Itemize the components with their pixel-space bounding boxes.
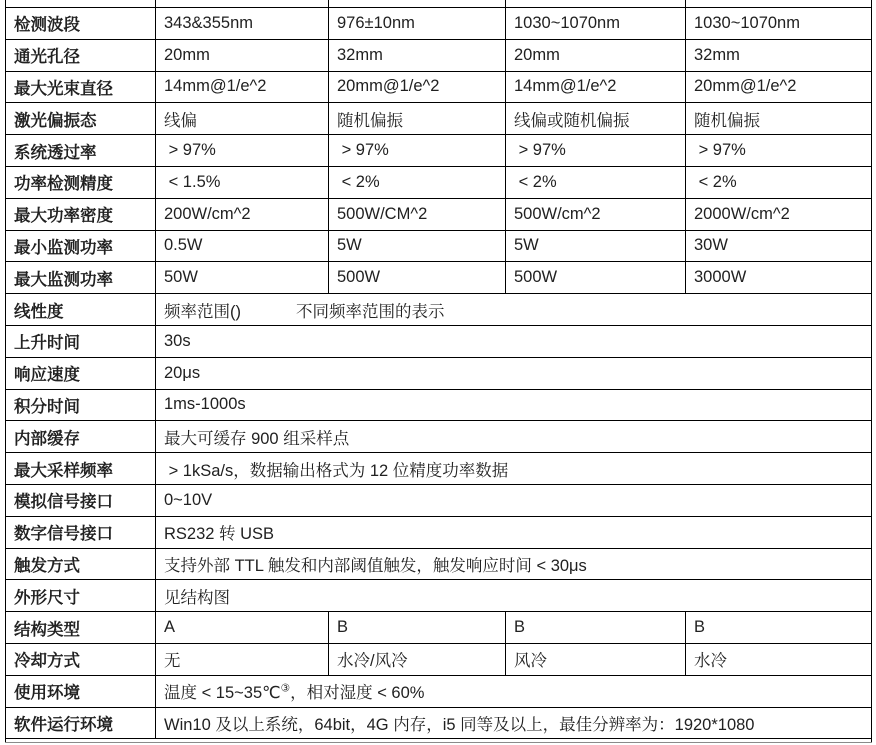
spec-cell-merged: 最大可缓存 900 组采样点 bbox=[156, 421, 872, 453]
table-row bbox=[6, 103, 872, 135]
spec-cell: 32mm bbox=[329, 39, 506, 71]
spec-cell: 14mm@1/e^2 bbox=[506, 71, 686, 103]
spec-cell: 水冷/风冷 bbox=[329, 643, 506, 675]
table-row bbox=[6, 198, 872, 230]
row-label: 激光偏振态 bbox=[6, 103, 156, 135]
spec-cell: 20mm@1/e^2 bbox=[686, 71, 872, 103]
spec-cell: 随机偏振 bbox=[329, 103, 506, 135]
row-label: 最大监测功率 bbox=[6, 262, 156, 294]
spec-cell: 0.5W bbox=[156, 230, 329, 262]
spec-cell: 风冷 bbox=[506, 643, 686, 675]
table-row bbox=[6, 707, 872, 739]
table-row bbox=[6, 389, 872, 421]
cut-off-row-top bbox=[6, 0, 872, 8]
row-label: 上升时间 bbox=[6, 325, 156, 357]
spec-cell: 3000W bbox=[686, 262, 872, 294]
spec-cell: 32mm bbox=[686, 39, 872, 71]
row-label: 功率检测精度 bbox=[6, 166, 156, 198]
footnote-marker: ③ bbox=[280, 682, 291, 695]
spec-cell: 线偏或随机偏振 bbox=[506, 103, 686, 135]
table-row bbox=[6, 166, 872, 198]
spec-cell: 20mm bbox=[506, 39, 686, 71]
table-row bbox=[6, 357, 872, 389]
row-label: 内部缓存 bbox=[6, 421, 156, 453]
spec-cell: < 2% bbox=[329, 166, 506, 198]
table-row bbox=[6, 325, 872, 357]
spec-cell: > 97% bbox=[156, 135, 329, 167]
table-row bbox=[6, 580, 872, 612]
table-row bbox=[6, 39, 872, 71]
spec-cell: < 2% bbox=[686, 166, 872, 198]
spec-cell: B bbox=[329, 612, 506, 644]
env-text-suffix: ，相对湿度 < 60% bbox=[290, 684, 425, 703]
spec-cell-merged: RS232 转 USB bbox=[156, 516, 872, 548]
table-row bbox=[6, 516, 872, 548]
row-label: 触发方式 bbox=[6, 548, 156, 580]
row-label: 软件运行环境 bbox=[6, 707, 156, 739]
spec-cell: 343&355nm bbox=[156, 8, 329, 40]
empty-cell bbox=[156, 0, 329, 8]
spec-cell-merged: > 1kSa/s，数据输出格式为 12 位精度功率数据 bbox=[156, 453, 872, 485]
row-label: 通光孔径 bbox=[6, 39, 156, 71]
row-label: 外形尺寸 bbox=[6, 580, 156, 612]
table-row bbox=[6, 262, 872, 294]
spec-cell-merged: 见结构图 bbox=[156, 580, 872, 612]
empty-cell bbox=[506, 0, 686, 8]
spec-cell: 500W/cm^2 bbox=[506, 198, 686, 230]
empty-cell bbox=[329, 0, 506, 8]
spec-cell-merged: 频率范围() 不同频率范围的表示 bbox=[156, 294, 872, 326]
table-row bbox=[6, 8, 872, 40]
table-row bbox=[6, 453, 872, 485]
spec-cell: 2000W/cm^2 bbox=[686, 198, 872, 230]
spec-cell: 1030~1070nm bbox=[686, 8, 872, 40]
spec-cell: 线偏 bbox=[156, 103, 329, 135]
spec-cell: 20mm bbox=[156, 39, 329, 71]
empty-cell bbox=[686, 0, 872, 8]
table-row bbox=[6, 612, 872, 644]
table-row bbox=[6, 484, 872, 516]
spec-cell: 500W bbox=[506, 262, 686, 294]
table-row bbox=[6, 643, 872, 675]
table-row bbox=[6, 135, 872, 167]
table-row bbox=[6, 675, 872, 707]
env-text-prefix: 温度 < 15~35℃ bbox=[164, 684, 281, 703]
table-row bbox=[6, 230, 872, 262]
spec-cell: 无 bbox=[156, 643, 329, 675]
row-label: 系统透过率 bbox=[6, 135, 156, 167]
spec-cell-merged: 30s bbox=[156, 325, 872, 357]
spec-cell: 30W bbox=[686, 230, 872, 262]
spec-cell: 水冷 bbox=[686, 643, 872, 675]
spec-cell: 976±10nm bbox=[329, 8, 506, 40]
empty-cell bbox=[6, 0, 156, 8]
spec-cell: < 2% bbox=[506, 166, 686, 198]
row-label: 线性度 bbox=[6, 294, 156, 326]
table-row bbox=[6, 548, 872, 580]
spec-cell: 200W/cm^2 bbox=[156, 198, 329, 230]
spec-cell: 5W bbox=[329, 230, 506, 262]
spec-cell: A bbox=[156, 612, 329, 644]
spec-cell-merged: 0~10V bbox=[156, 484, 872, 516]
table-row bbox=[6, 294, 872, 326]
row-label: 模拟信号接口 bbox=[6, 484, 156, 516]
spec-cell: 1030~1070nm bbox=[506, 8, 686, 40]
spec-cell: > 97% bbox=[506, 135, 686, 167]
spec-cell-merged bbox=[156, 675, 872, 707]
spec-cell-merged: 支持外部 TTL 触发和内部阈值触发，触发响应时间 < 30μs bbox=[156, 548, 872, 580]
spec-cell: B bbox=[506, 612, 686, 644]
spec-cell: 500W/CM^2 bbox=[329, 198, 506, 230]
table-row bbox=[6, 421, 872, 453]
spec-cell: < 1.5% bbox=[156, 166, 329, 198]
spec-cell: 20mm@1/e^2 bbox=[329, 71, 506, 103]
spec-cell: B bbox=[686, 612, 872, 644]
spec-cell: > 97% bbox=[686, 135, 872, 167]
spec-cell: 14mm@1/e^2 bbox=[156, 71, 329, 103]
spec-cell: 50W bbox=[156, 262, 329, 294]
spec-cell-merged: Win10 及以上系统，64bit，4G 内存，i5 同等及以上，最佳分辨率为：1920*1080 bbox=[156, 707, 872, 739]
row-label: 最小监测功率 bbox=[6, 230, 156, 262]
spec-cell: 5W bbox=[506, 230, 686, 262]
row-label: 使用环境 bbox=[6, 675, 156, 707]
row-label: 数字信号接口 bbox=[6, 516, 156, 548]
empty-cell bbox=[6, 739, 872, 743]
cut-off-row-bottom bbox=[6, 739, 872, 743]
row-label: 响应速度 bbox=[6, 357, 156, 389]
spec-cell-merged: 1ms-1000s bbox=[156, 389, 872, 421]
row-label: 结构类型 bbox=[6, 612, 156, 644]
row-label: 最大采样频率 bbox=[6, 453, 156, 485]
row-label: 积分时间 bbox=[6, 389, 156, 421]
row-label: 最大功率密度 bbox=[6, 198, 156, 230]
spec-cell: 随机偏振 bbox=[686, 103, 872, 135]
specification-table bbox=[5, 0, 872, 743]
row-label: 检测波段 bbox=[6, 8, 156, 40]
spec-cell-merged: 20μs bbox=[156, 357, 872, 389]
row-label: 冷却方式 bbox=[6, 643, 156, 675]
table-row bbox=[6, 71, 872, 103]
spec-cell: 500W bbox=[329, 262, 506, 294]
row-label: 最大光束直径 bbox=[6, 71, 156, 103]
spec-cell: > 97% bbox=[329, 135, 506, 167]
